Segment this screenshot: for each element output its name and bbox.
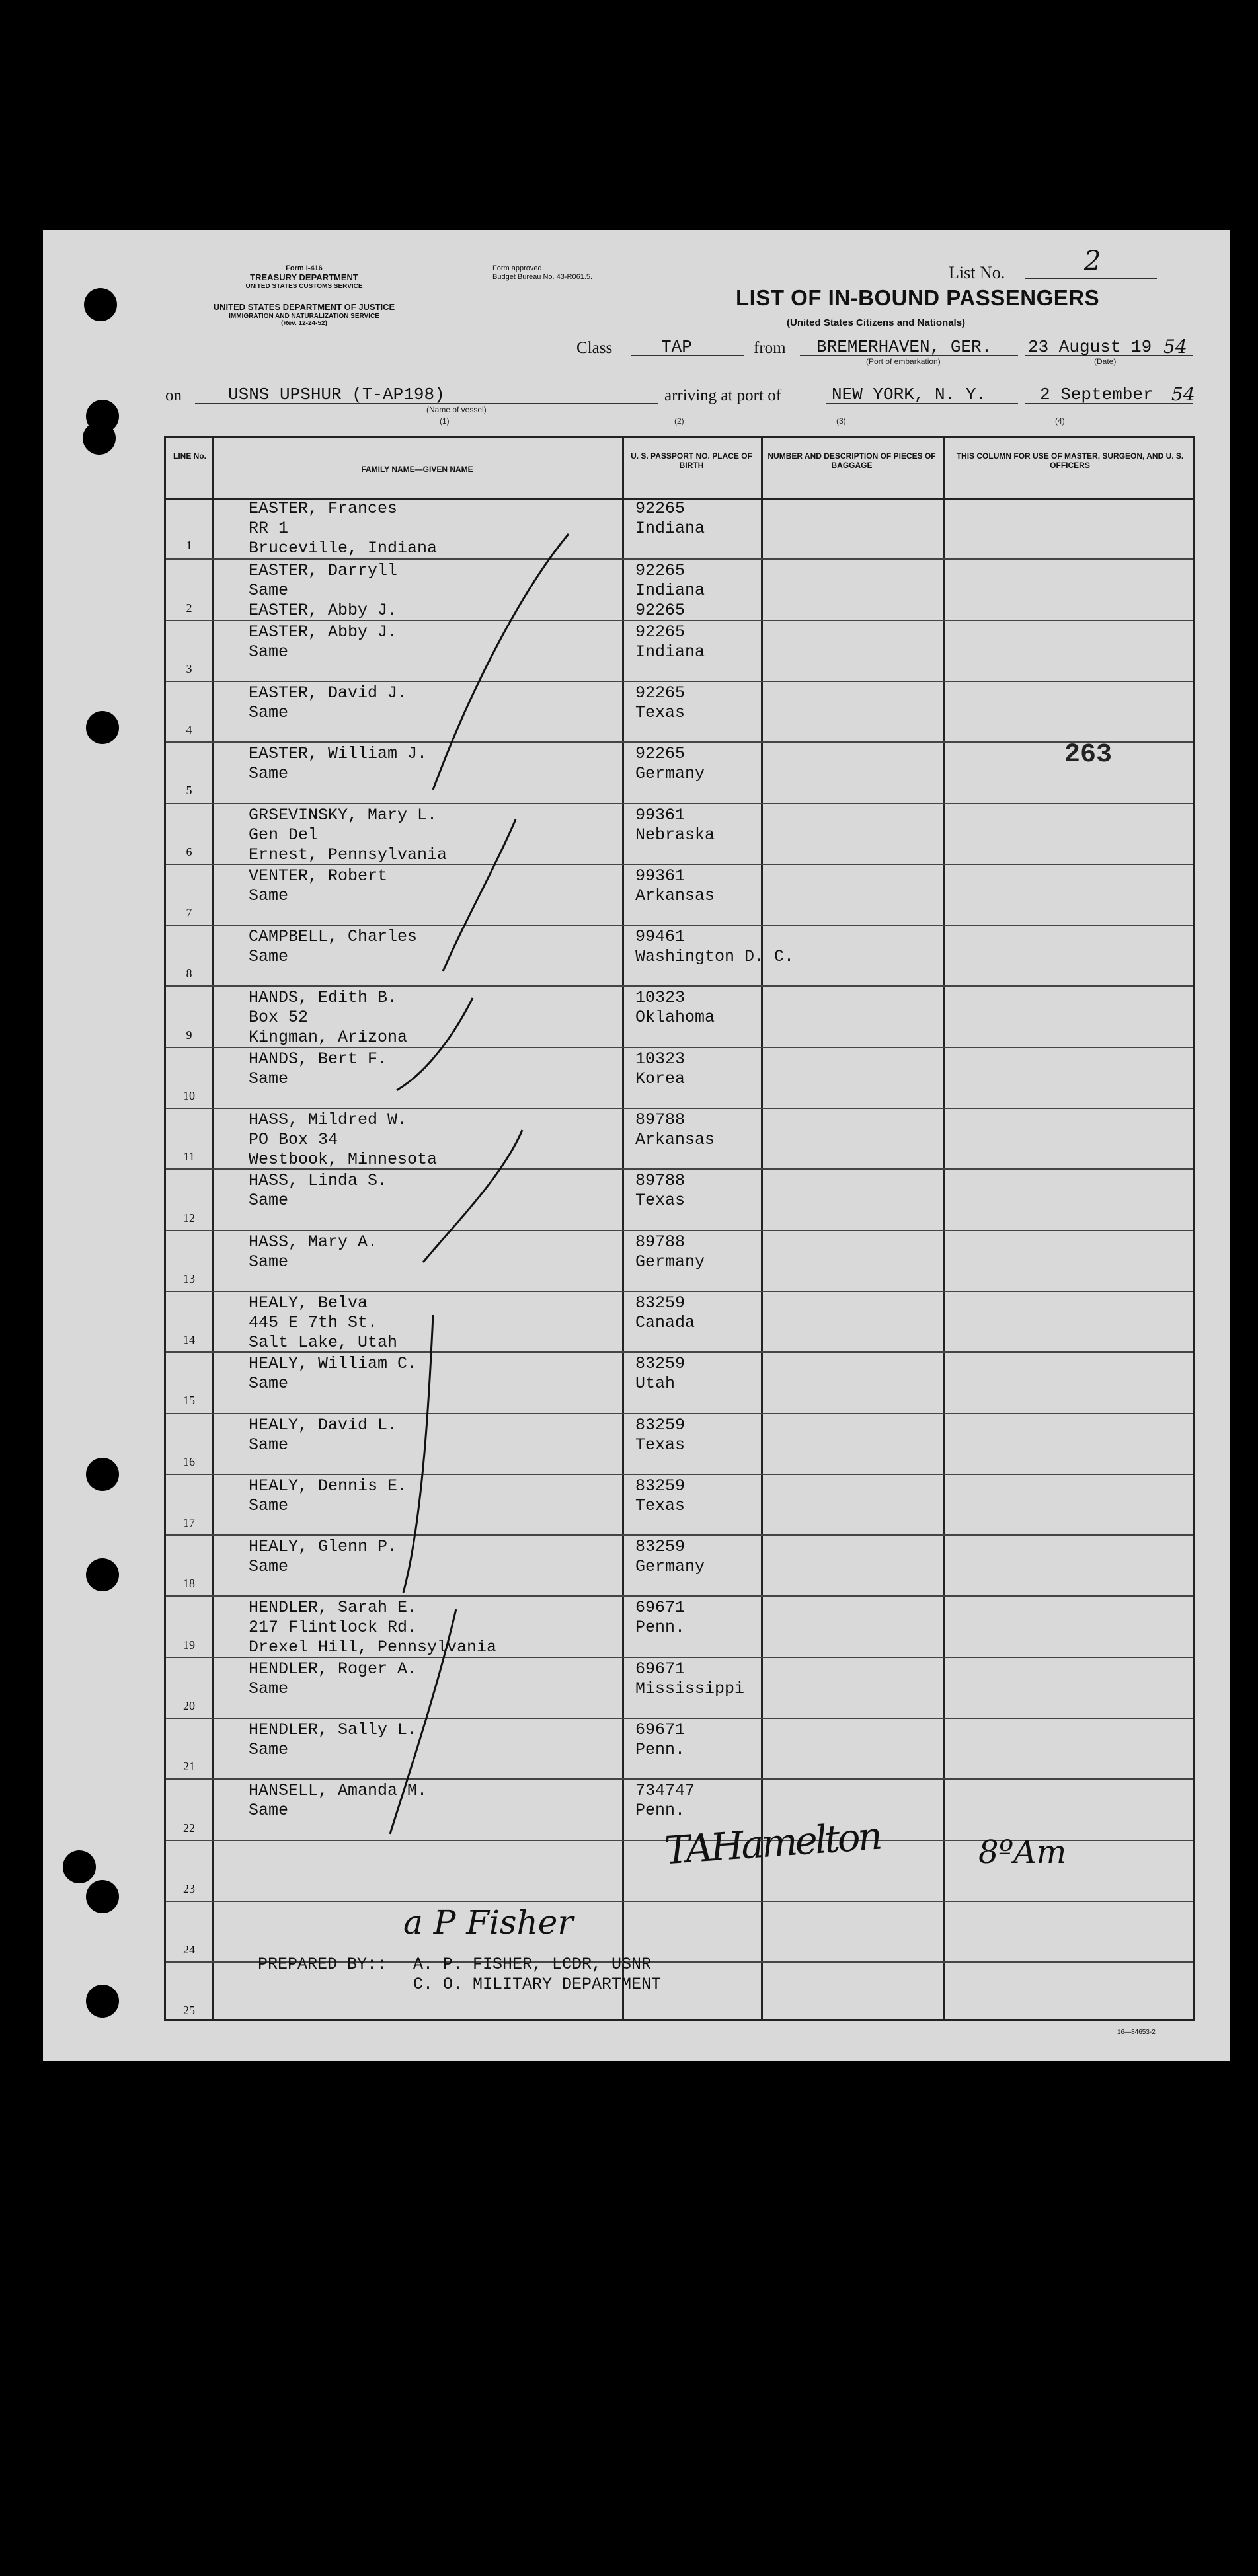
vessel-caption: (Name of vessel) [426, 405, 487, 414]
line-number: 7 [186, 906, 192, 920]
passport-birthplace: 10323 Korea [635, 1049, 686, 1088]
from-value: BREMERHAVEN, GER. [816, 337, 992, 357]
passport-birthplace: 10323 Oklahoma [635, 988, 715, 1028]
page-title: LIST OF IN-BOUND PASSENGERS [736, 285, 1100, 310]
treasury-dept: TREASURY DEPARTMENT [250, 272, 358, 282]
passport-birthplace: 69671 Penn. [635, 1720, 686, 1759]
embark-caption: (Port of embarkation) [866, 357, 941, 366]
pen-stroke [397, 998, 473, 1090]
passport-birthplace: 99461 Washington D. C. [635, 927, 795, 967]
line-number: 12 [183, 1211, 195, 1225]
line-number: 19 [183, 1638, 195, 1651]
arrival-port: NEW YORK, N. Y. [832, 385, 987, 404]
arrival-date: 2 September [1040, 385, 1154, 404]
passenger-name: HENDLER, Sarah E. 217 Flintlock Rd. Drexel Hill, Pennsylvania [249, 1598, 497, 1657]
passport-birthplace: 92265 Texas [635, 683, 686, 722]
passport-birthplace: 69671 Mississippi [635, 1659, 745, 1698]
passport-birthplace: 83259 Texas [635, 1415, 686, 1455]
doj-name: UNITED STATES DEPARTMENT OF JUSTICE [213, 302, 395, 312]
passenger-name: HASS, Mary A. Same [249, 1232, 378, 1271]
line-number: 23 [183, 1881, 195, 1895]
class-value: TAP [661, 337, 692, 357]
passenger-name: CAMPBELL, Charles Same [249, 927, 418, 967]
passenger-name: EASTER, Frances RR 1 Bruceville, Indiana [249, 499, 438, 558]
pen-stroke [390, 1609, 456, 1834]
line-number: 18 [183, 1577, 195, 1591]
line-number: 9 [186, 1028, 192, 1042]
line-number: 21 [183, 1760, 195, 1774]
line-number: 6 [186, 845, 192, 858]
passport-birthplace: 69671 Penn. [635, 1598, 686, 1638]
preparer-signature: a P Fisher [403, 1903, 574, 1942]
passport-birthplace: 83259 Canada [635, 1293, 695, 1332]
passenger-name: HENDLER, Roger A. Same [249, 1659, 418, 1698]
passenger-name: HEALY, Glenn P. Same [249, 1537, 398, 1577]
vessel-name: USNS UPSHUR (T-AP198) [228, 385, 445, 404]
col-header-officers: THIS COLUMN FOR USE OF MASTER, SURGEON, AND U. S. OFFICERS [956, 451, 1184, 471]
date-caption: (Date) [1094, 357, 1117, 366]
passenger-name: EASTER, David J. Same [249, 683, 408, 722]
officer-stamp-number: 263 [1064, 740, 1113, 770]
passenger-name: HEALY, David L. Same [249, 1415, 398, 1455]
depart-year: 54 [1163, 336, 1187, 358]
prepared-label: PREPARED BY:: [258, 1955, 387, 1974]
depart-date: 23 August 19 [1028, 337, 1152, 357]
line-number: 2 [186, 601, 192, 615]
line-number: 1 [186, 539, 192, 552]
ins-name: IMMIGRATION AND NATURALIZATION SERVICE [229, 312, 379, 320]
line-number: 22 [183, 1821, 195, 1835]
caption-1: (1) [440, 416, 450, 426]
passport-birthplace: 89788 Texas [635, 1171, 686, 1211]
passport-birthplace: 83259 Germany [635, 1537, 705, 1577]
passenger-name: EASTER, William J. Same [249, 744, 428, 784]
revision: (Rev. 12-24-52) [281, 320, 327, 328]
master-signature: T​A​Hamelton [663, 1813, 881, 1874]
passenger-name: HEALY, William C. Same [249, 1354, 418, 1394]
line-number: 5 [186, 784, 192, 798]
on-label: on [165, 387, 182, 404]
arrival-year: 54 [1171, 383, 1195, 405]
passport-birthplace: 83259 Texas [635, 1476, 686, 1515]
passport-birthplace: 89788 Germany [635, 1232, 705, 1271]
passenger-name: EASTER, Abby J. Same [249, 622, 398, 662]
line-number: 8 [186, 967, 192, 981]
master-title-signature: 8ºAm [978, 1834, 1067, 1871]
passport-birthplace: 99361 Arkansas [635, 866, 715, 905]
passenger-name: HANSELL, Amanda M. Same [249, 1781, 428, 1821]
line-number: 13 [183, 1271, 195, 1285]
form-approved: Form approved. [492, 264, 544, 272]
list-no-value: 2 [1084, 246, 1101, 276]
passport-birthplace: 92265 Indiana [635, 499, 705, 538]
passenger-name: EASTER, Darryll Same EASTER, Abby J. [249, 561, 398, 621]
passport-birthplace: 83259 Utah [635, 1354, 686, 1394]
line-number: 3 [186, 662, 192, 675]
list-no-label: List No. [949, 263, 1005, 282]
passenger-name: HASS, Mildred W. PO Box 34 Westbook, Minnesota [249, 1110, 438, 1169]
line-number: 20 [183, 1698, 195, 1712]
prepared-line2: C. O. MILITARY DEPARTMENT [413, 1975, 662, 1994]
col-header-baggage: NUMBER AND DESCRIPTION OF PIECES OF BAGGAGE [767, 451, 936, 471]
col-header-line: LINE No. [173, 451, 206, 461]
passenger-name: HEALY, Dennis E. Same [249, 1476, 408, 1515]
passenger-name: GRSEVINSKY, Mary L. Gen Del Ernest, Pennsylvania [249, 805, 448, 864]
line-number: 14 [183, 1333, 195, 1347]
class-label: Class [576, 339, 613, 357]
caption-4: (4) [1055, 416, 1065, 426]
pen-stroke [443, 819, 516, 971]
line-number: 4 [186, 723, 192, 737]
passport-birthplace: 734747 Penn. [635, 1781, 695, 1821]
line-number: 24 [183, 1943, 195, 1957]
pen-stroke [403, 1315, 433, 1593]
passenger-name: HANDS, Bert F. Same [249, 1049, 388, 1088]
col-header-name: FAMILY NAME—GIVEN NAME [361, 465, 473, 474]
pen-stroke [423, 1130, 522, 1262]
line-number: 10 [183, 1088, 195, 1102]
passport-birthplace: 99361 Nebraska [635, 805, 715, 845]
arriving-label: arriving at port of [664, 387, 782, 404]
passport-birthplace: 92265 Indiana 92265 [635, 561, 705, 621]
caption-3: (3) [836, 416, 846, 426]
passenger-name: HENDLER, Sally L. Same [249, 1720, 418, 1759]
pen-stroke [433, 534, 569, 790]
page-subtitle: (United States Citizens and Nationals) [787, 317, 966, 328]
passenger-name: VENTER, Robert Same [249, 866, 388, 905]
passenger-name: HANDS, Edith B. Box 52 Kingman, Arizona [249, 988, 408, 1047]
form-number: Form I-416 [286, 264, 323, 272]
col-header-passport: U. S. PASSPORT NO. PLACE OF BIRTH [631, 451, 752, 471]
prepared-line1: A. P. FISHER, LCDR, USNR [413, 1955, 652, 1974]
passport-birthplace: 92265 Indiana [635, 622, 705, 662]
line-number: 25 [183, 2004, 195, 2018]
passenger-name: HASS, Linda S. Same [249, 1171, 388, 1211]
line-number: 17 [183, 1516, 195, 1530]
line-number: 16 [183, 1455, 195, 1468]
from-label: from [754, 339, 786, 357]
passport-birthplace: 89788 Arkansas [635, 1110, 715, 1149]
caption-2: (2) [674, 416, 684, 426]
passenger-name: HEALY, Belva 445 E 7th St. Salt Lake, Utah [249, 1293, 398, 1352]
passport-birthplace: 92265 Germany [635, 744, 705, 784]
line-number: 15 [183, 1394, 195, 1408]
footer-code: 16—84653-2 [1117, 2029, 1156, 2036]
customs-service: UNITED STATES CUSTOMS SERVICE [245, 282, 363, 290]
line-number: 11 [183, 1150, 195, 1164]
budget-bureau: Budget Bureau No. 43-R061.5. [492, 272, 593, 281]
